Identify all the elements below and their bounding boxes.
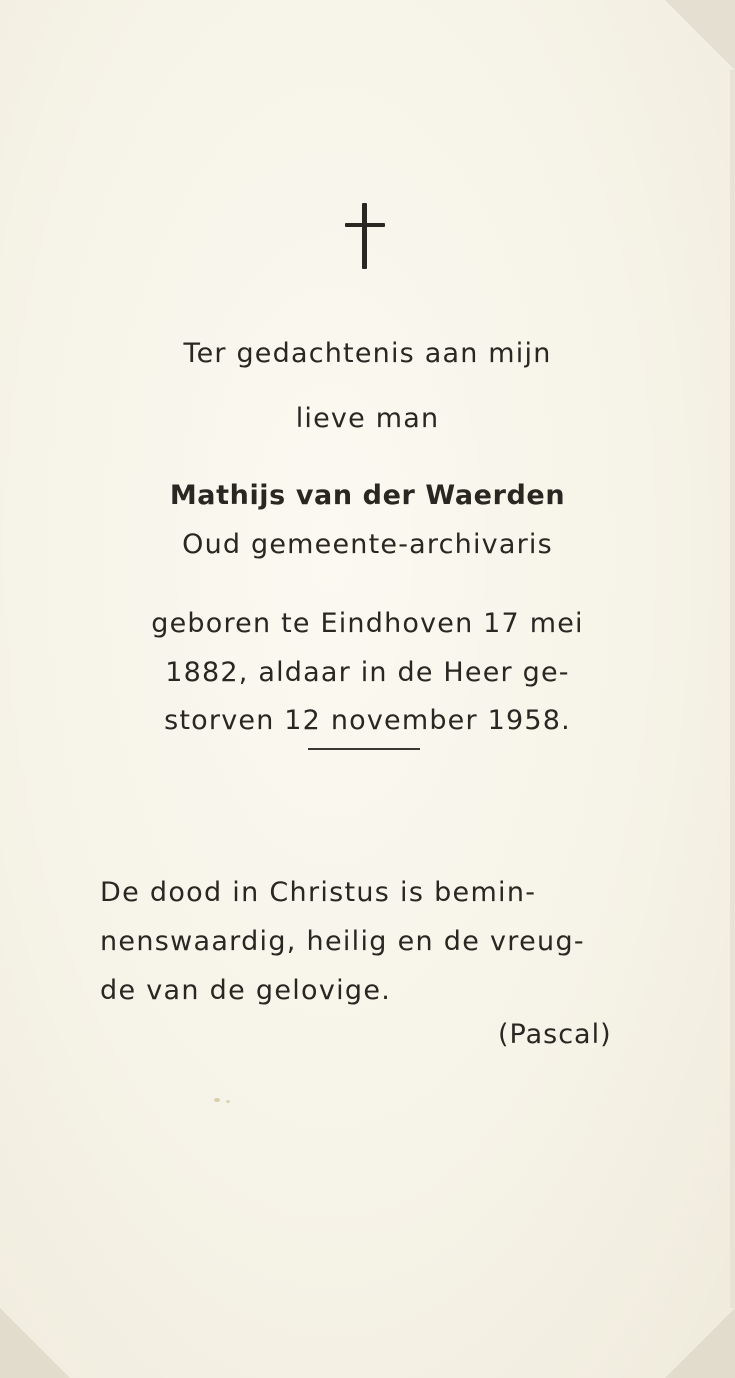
cross-icon: [345, 203, 385, 269]
quote-line-3: de van de gelovige.: [100, 975, 392, 1006]
quote-line-1: De dood in Christus is bemin-: [100, 877, 537, 908]
photo-corner-bottom-left: [0, 1308, 70, 1378]
occupation: Oud gemeente-archivaris: [182, 529, 553, 560]
paper-speck: [214, 1098, 220, 1102]
photo-corner-top-right: [665, 0, 735, 70]
deceased-name: Mathijs van der Waerden: [169, 480, 566, 511]
card-edge-shadow: [730, 70, 735, 1308]
heading-line-1: Ter gedachtenis aan mijn: [183, 338, 552, 369]
quote-attribution: (Pascal): [498, 1019, 612, 1050]
bio-line-1: geboren te Eindhoven 17 mei: [151, 608, 584, 639]
paper-speck: [226, 1100, 230, 1103]
quote-line-2: nenswaardig, heilig en de vreug-: [100, 926, 585, 957]
photo-corner-bottom-right: [665, 1308, 735, 1378]
heading-line-2: lieve man: [295, 403, 440, 434]
divider-rule: [308, 748, 420, 750]
bio-line-2: 1882, aldaar in de Heer ge-: [165, 657, 570, 688]
bio-line-3: storven 12 november 1958.: [164, 705, 571, 736]
